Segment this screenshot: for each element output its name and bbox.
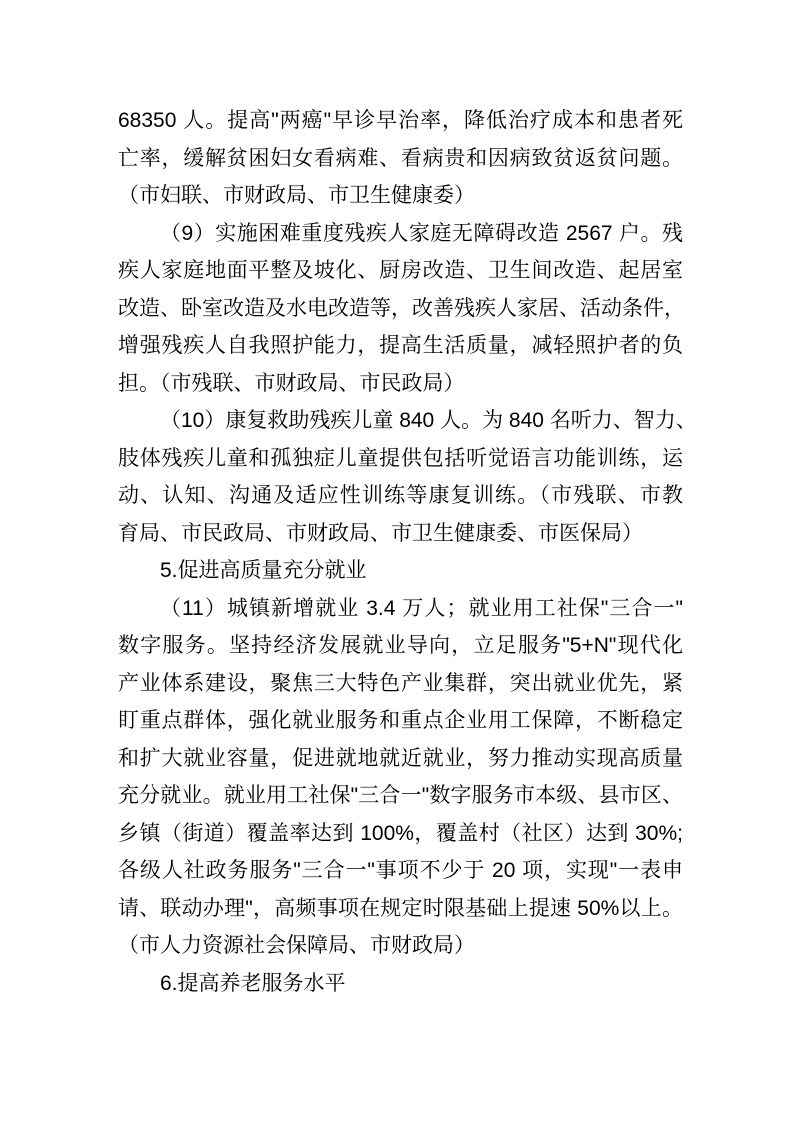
paragraph-line: 增强残疾人自我照护能力，提高生活质量，减轻照护者的负: [118, 334, 683, 357]
paragraph-line: 改造、卧室改造及水电改造等，改善残疾人家居、活动条件，: [118, 296, 685, 320]
paragraph-line: 68350 人。提高"两癌"早诊早治率，降低治疗成本和患者死: [118, 109, 683, 132]
paragraph-line: 动、认知、沟通及适应性训练等康复训练。（市残联、市教: [118, 484, 683, 507]
paragraph-line: 和扩大就业容量，促进就地就近就业，努力推动实现高质量: [118, 746, 683, 770]
paragraph-line: 疾人家庭地面平整及坡化、厨房改造、卫生间改造、起居室: [118, 259, 683, 282]
paragraph-line: （9）实施困难重度残疾人家庭无障碍改造 2567 户。残: [160, 221, 683, 245]
paragraph-line: 盯重点群体，强化就业服务和重点企业用工保障，不断稳定: [118, 709, 683, 732]
paragraph-line: 充分就业。就业用工社保"三合一"数字服务市本级、县市区、: [118, 784, 683, 807]
paragraph-line: （10）康复救助残疾儿童 840 人。为 840 名听力、智力、: [160, 409, 697, 432]
paragraph-line: 亡率，缓解贫困妇女看病难、看病贵和因病致贫返贫问题。: [118, 146, 683, 170]
paragraph-line: 数字服务。坚持经济发展就业导向，立足服务"5+N"现代化: [118, 634, 683, 657]
document-body: [118, 102, 697, 1002]
paragraph-line: 各级人社政务服务"三合一"事项不少于 20 项，实现"一表申: [118, 859, 683, 882]
paragraph-line: 肢体残疾儿童和孤独症儿童提供包括听觉语言功能训练，运: [118, 446, 683, 470]
paragraph-line: （市妇联、市财政局、市卫生健康委）: [118, 184, 475, 207]
paragraph-line: 育局、市民政局、市财政局、市卫生健康委、市医保局）: [118, 521, 643, 545]
paragraph-line: 请、联动办理"，高频事项在规定时限基础上提速 50%以上。: [118, 896, 683, 920]
paragraph-line: 乡镇（街道）覆盖率达到 100%，覆盖村（社区）达到 30%;: [118, 821, 683, 845]
heading-line: 6.提高养老服务水平: [160, 971, 346, 995]
paragraph-line: （市人力资源社会保障局、市财政局）: [118, 934, 475, 957]
paragraph-line: （11）城镇新增就业 3.4 万人；就业用工社保"三合一": [160, 596, 683, 620]
paragraph-line: 担。（市残联、市财政局、市民政局）: [118, 371, 465, 395]
paragraph-line: 产业体系建设，聚焦三大特色产业集群，突出就业优先，紧: [118, 671, 683, 695]
heading-line: 5.促进高质量充分就业: [160, 559, 367, 582]
